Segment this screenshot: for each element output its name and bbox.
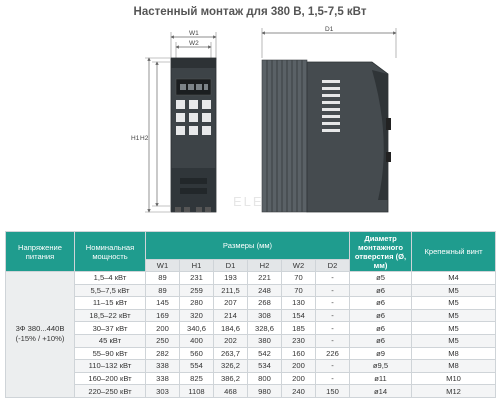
table-cell: 214 xyxy=(214,309,248,322)
table-row xyxy=(6,272,496,285)
table-cell: 1,5–4 кВт xyxy=(75,272,146,285)
table-cell: M5 xyxy=(412,334,496,347)
table-cell: M5 xyxy=(412,284,496,297)
voltage-cell: 3Ф 380...440В (-15% / +10%) xyxy=(6,272,75,398)
table-cell: 70 xyxy=(282,272,316,285)
table-cell: 160–200 кВт xyxy=(75,372,146,385)
table-cell: 55–90 кВт xyxy=(75,347,146,360)
header-screw: Крепежный винт xyxy=(412,232,496,272)
table-cell: 328,6 xyxy=(248,322,282,335)
table-cell: - xyxy=(316,272,350,285)
d1-label: D1 xyxy=(325,26,334,33)
w2-label: W2 xyxy=(189,40,199,47)
table-cell: ø5 xyxy=(350,272,412,285)
table-cell: 326,2 xyxy=(214,360,248,373)
table-row xyxy=(6,322,496,335)
dimensions-table xyxy=(5,231,496,398)
table-cell: 5,5–7,5 кВт xyxy=(75,284,146,297)
table-cell: 150 xyxy=(316,385,350,398)
table-cell: 560 xyxy=(180,347,214,360)
table-cell: ø9,5 xyxy=(350,360,412,373)
table-cell: 800 xyxy=(248,372,282,385)
table-cell: ø14 xyxy=(350,385,412,398)
table-row xyxy=(6,297,496,310)
table-cell: 380 xyxy=(248,334,282,347)
table-cell: 534 xyxy=(248,360,282,373)
table-cell: 89 xyxy=(146,284,180,297)
table-cell: 45 кВт xyxy=(75,334,146,347)
table-cell: 231 xyxy=(180,272,214,285)
table-cell: ø6 xyxy=(350,322,412,335)
table-cell: M8 xyxy=(412,347,496,360)
table-cell: 400 xyxy=(180,334,214,347)
table-cell: 169 xyxy=(146,309,180,322)
table-cell: M5 xyxy=(412,322,496,335)
table-body xyxy=(6,272,496,398)
subheader-h1: H1 xyxy=(180,260,214,272)
table-cell: - xyxy=(316,372,350,385)
subheader-h2: H2 xyxy=(248,260,282,272)
table-cell: 207 xyxy=(214,297,248,310)
table-cell: ø6 xyxy=(350,334,412,347)
table-cell: 340,6 xyxy=(180,322,214,335)
table-row xyxy=(6,372,496,385)
table-cell: 193 xyxy=(214,272,248,285)
table-cell: 221 xyxy=(248,272,282,285)
table-cell: 386,2 xyxy=(214,372,248,385)
table-row xyxy=(6,309,496,322)
table-cell: 248 xyxy=(248,284,282,297)
subheader-d2: D2 xyxy=(316,260,350,272)
h2-label: H2 xyxy=(140,135,149,142)
table-cell: 1108 xyxy=(180,385,214,398)
table-cell: ø11 xyxy=(350,372,412,385)
table-cell: 554 xyxy=(180,360,214,373)
table-cell: 18,5–22 кВт xyxy=(75,309,146,322)
table-row xyxy=(6,347,496,360)
table-cell: - xyxy=(316,284,350,297)
table-cell: 226 xyxy=(316,347,350,360)
subheader-w2: W2 xyxy=(282,260,316,272)
table-cell: ø6 xyxy=(350,284,412,297)
table-cell: - xyxy=(316,334,350,347)
table-cell: M10 xyxy=(412,372,496,385)
table-cell: 154 xyxy=(282,309,316,322)
table-cell: 263,7 xyxy=(214,347,248,360)
table-cell: 468 xyxy=(214,385,248,398)
table-cell: 338 xyxy=(146,372,180,385)
table-cell: M8 xyxy=(412,360,496,373)
table-cell: ø6 xyxy=(350,309,412,322)
table-cell: 89 xyxy=(146,272,180,285)
table-cell: - xyxy=(316,322,350,335)
table-cell: 280 xyxy=(180,297,214,310)
table-cell: - xyxy=(316,360,350,373)
table-cell: 70 xyxy=(282,284,316,297)
table-cell: 308 xyxy=(248,309,282,322)
table-cell: 211,5 xyxy=(214,284,248,297)
table-cell: 200 xyxy=(282,360,316,373)
table-cell: 825 xyxy=(180,372,214,385)
h1-label: H1 xyxy=(131,135,140,142)
table-cell: 259 xyxy=(180,284,214,297)
subheader-d1: D1 xyxy=(214,260,248,272)
table-cell: 240 xyxy=(282,385,316,398)
table-cell: 268 xyxy=(248,297,282,310)
subheader-w1: W1 xyxy=(146,260,180,272)
table-cell: - xyxy=(316,309,350,322)
table-cell: 200 xyxy=(282,372,316,385)
page-title: Настенный монтаж для 380 В, 1,5-7,5 кВт xyxy=(133,6,367,18)
table-row xyxy=(6,284,496,297)
header-dimensions: Размеры (мм) xyxy=(146,232,350,260)
table-cell: 110–132 кВт xyxy=(75,360,146,373)
table-row xyxy=(6,334,496,347)
header-voltage: Напряжение питания xyxy=(6,232,75,272)
table-cell: 542 xyxy=(248,347,282,360)
table-cell: - xyxy=(316,297,350,310)
front-view xyxy=(131,30,216,212)
table-cell: 230 xyxy=(282,334,316,347)
table-cell: 202 xyxy=(214,334,248,347)
table-cell: M12 xyxy=(412,385,496,398)
header-power: Номинальная мощность xyxy=(75,232,146,272)
table-cell: 185 xyxy=(282,322,316,335)
table-cell: 220–250 кВт xyxy=(75,385,146,398)
table-cell: M5 xyxy=(412,309,496,322)
table-row xyxy=(6,360,496,373)
table-cell: 11–15 кВт xyxy=(75,297,146,310)
table-cell: 250 xyxy=(146,334,180,347)
table-cell: 980 xyxy=(248,385,282,398)
table-row xyxy=(6,385,496,398)
watermark-text: ELE xyxy=(233,194,264,209)
table-cell: 303 xyxy=(146,385,180,398)
table-cell: 184,6 xyxy=(214,322,248,335)
table-cell: 30–37 кВт xyxy=(75,322,146,335)
table-cell: 282 xyxy=(146,347,180,360)
table-cell: 320 xyxy=(180,309,214,322)
table-cell: ø9 xyxy=(350,347,412,360)
table-cell: 145 xyxy=(146,297,180,310)
side-view xyxy=(262,26,396,212)
table-cell: M5 xyxy=(412,297,496,310)
table-cell: 200 xyxy=(146,322,180,335)
table-cell: M4 xyxy=(412,272,496,285)
w1-label: W1 xyxy=(189,30,199,37)
header-diameter: Диаметр монтажного отверстия (Ø, мм) xyxy=(350,232,412,272)
table-cell: 130 xyxy=(282,297,316,310)
table-cell: 338 xyxy=(146,360,180,373)
table-cell: 160 xyxy=(282,347,316,360)
table-cell: ø6 xyxy=(350,297,412,310)
